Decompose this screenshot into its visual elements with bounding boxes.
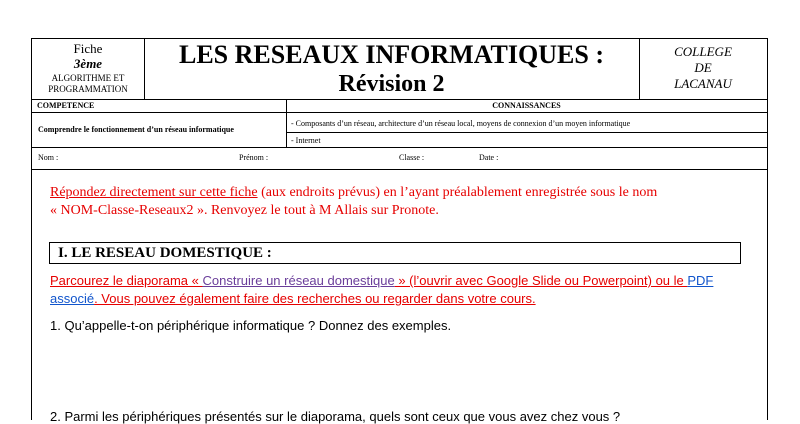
diaporama-text-b: » (l’ouvrir avec Google Slide ou Powerpoint) ou le (394, 273, 688, 288)
diaporama-text-c: . Vous pouvez également faire des recherches ou regarder dans votre cours. (94, 291, 536, 306)
competence-value: Comprendre le fonctionnement d’un réseau informatique (38, 125, 234, 134)
connaissance-1: - Composants d’un réseau, architecture d’un réseau local, moyens de connexion d’un moyen informatique (291, 119, 631, 128)
classe-label: Classe : (399, 153, 425, 162)
diaporama-instructions-line2 (50, 291, 536, 306)
frame-left (31, 170, 32, 420)
diaporama-instructions-line1 (50, 273, 713, 288)
school-line2: DE (694, 60, 712, 75)
question-2: 2. Parmi les périphériques présentés sur le diaporama, quels sont ceux que vous avez chez vous ? (50, 409, 621, 424)
date-label: Date : (479, 153, 499, 162)
instructions-line1 (50, 185, 657, 201)
connaissance-2: - Internet (291, 136, 321, 145)
diaporama-text-a: Parcourez le diaporama « (50, 273, 203, 288)
level-label: 3ème (73, 56, 103, 71)
school-cell (639, 39, 767, 99)
header-box (31, 38, 768, 100)
pdf-link-associe[interactable]: associé (50, 291, 95, 306)
frame-right (767, 170, 768, 420)
section-title-box (49, 242, 741, 264)
page-title: LES RESEAUX INFORMATIQUES : (179, 40, 604, 69)
competence-table (31, 100, 768, 148)
table-row-rule (286, 132, 767, 133)
subject-line1: ALGORITHME ET (51, 73, 125, 83)
nom-label: Nom : (38, 153, 59, 162)
connaissances-header: CONNAISSANCES (492, 101, 561, 110)
pdf-link[interactable]: PDF (687, 273, 714, 288)
instructions-line2: « NOM-Classe-Reseaux2 ». Renvoyez le tout à M Allais sur Pronote. (50, 203, 439, 218)
school-line3: LACANAU (674, 76, 732, 91)
student-fields-row (31, 148, 768, 170)
competence-header: COMPETENCE (37, 101, 95, 110)
instructions-rest: (aux endroits prévus) en l’ayant préalablement enregistrée sous le nom (257, 185, 658, 200)
table-header-rule (32, 112, 767, 113)
school-line1: COLLEGE (674, 44, 732, 59)
instructions-emphasis: Répondez directement sur cette fiche (50, 185, 258, 200)
prenom-label: Prénom : (239, 153, 269, 162)
subject-line2: PROGRAMMATION (48, 84, 128, 94)
page-subtitle: Révision 2 (338, 71, 445, 97)
title-cell (144, 39, 640, 99)
section-title: I. LE RESEAU DOMESTIQUE : (58, 245, 272, 261)
fiche-label: Fiche (73, 41, 103, 56)
question-1: 1. Qu’appelle-t-on périphérique informatique ? Donnez des exemples. (50, 318, 452, 333)
level-cell (32, 39, 145, 99)
diaporama-link[interactable]: Construire un réseau domestique (202, 273, 395, 288)
